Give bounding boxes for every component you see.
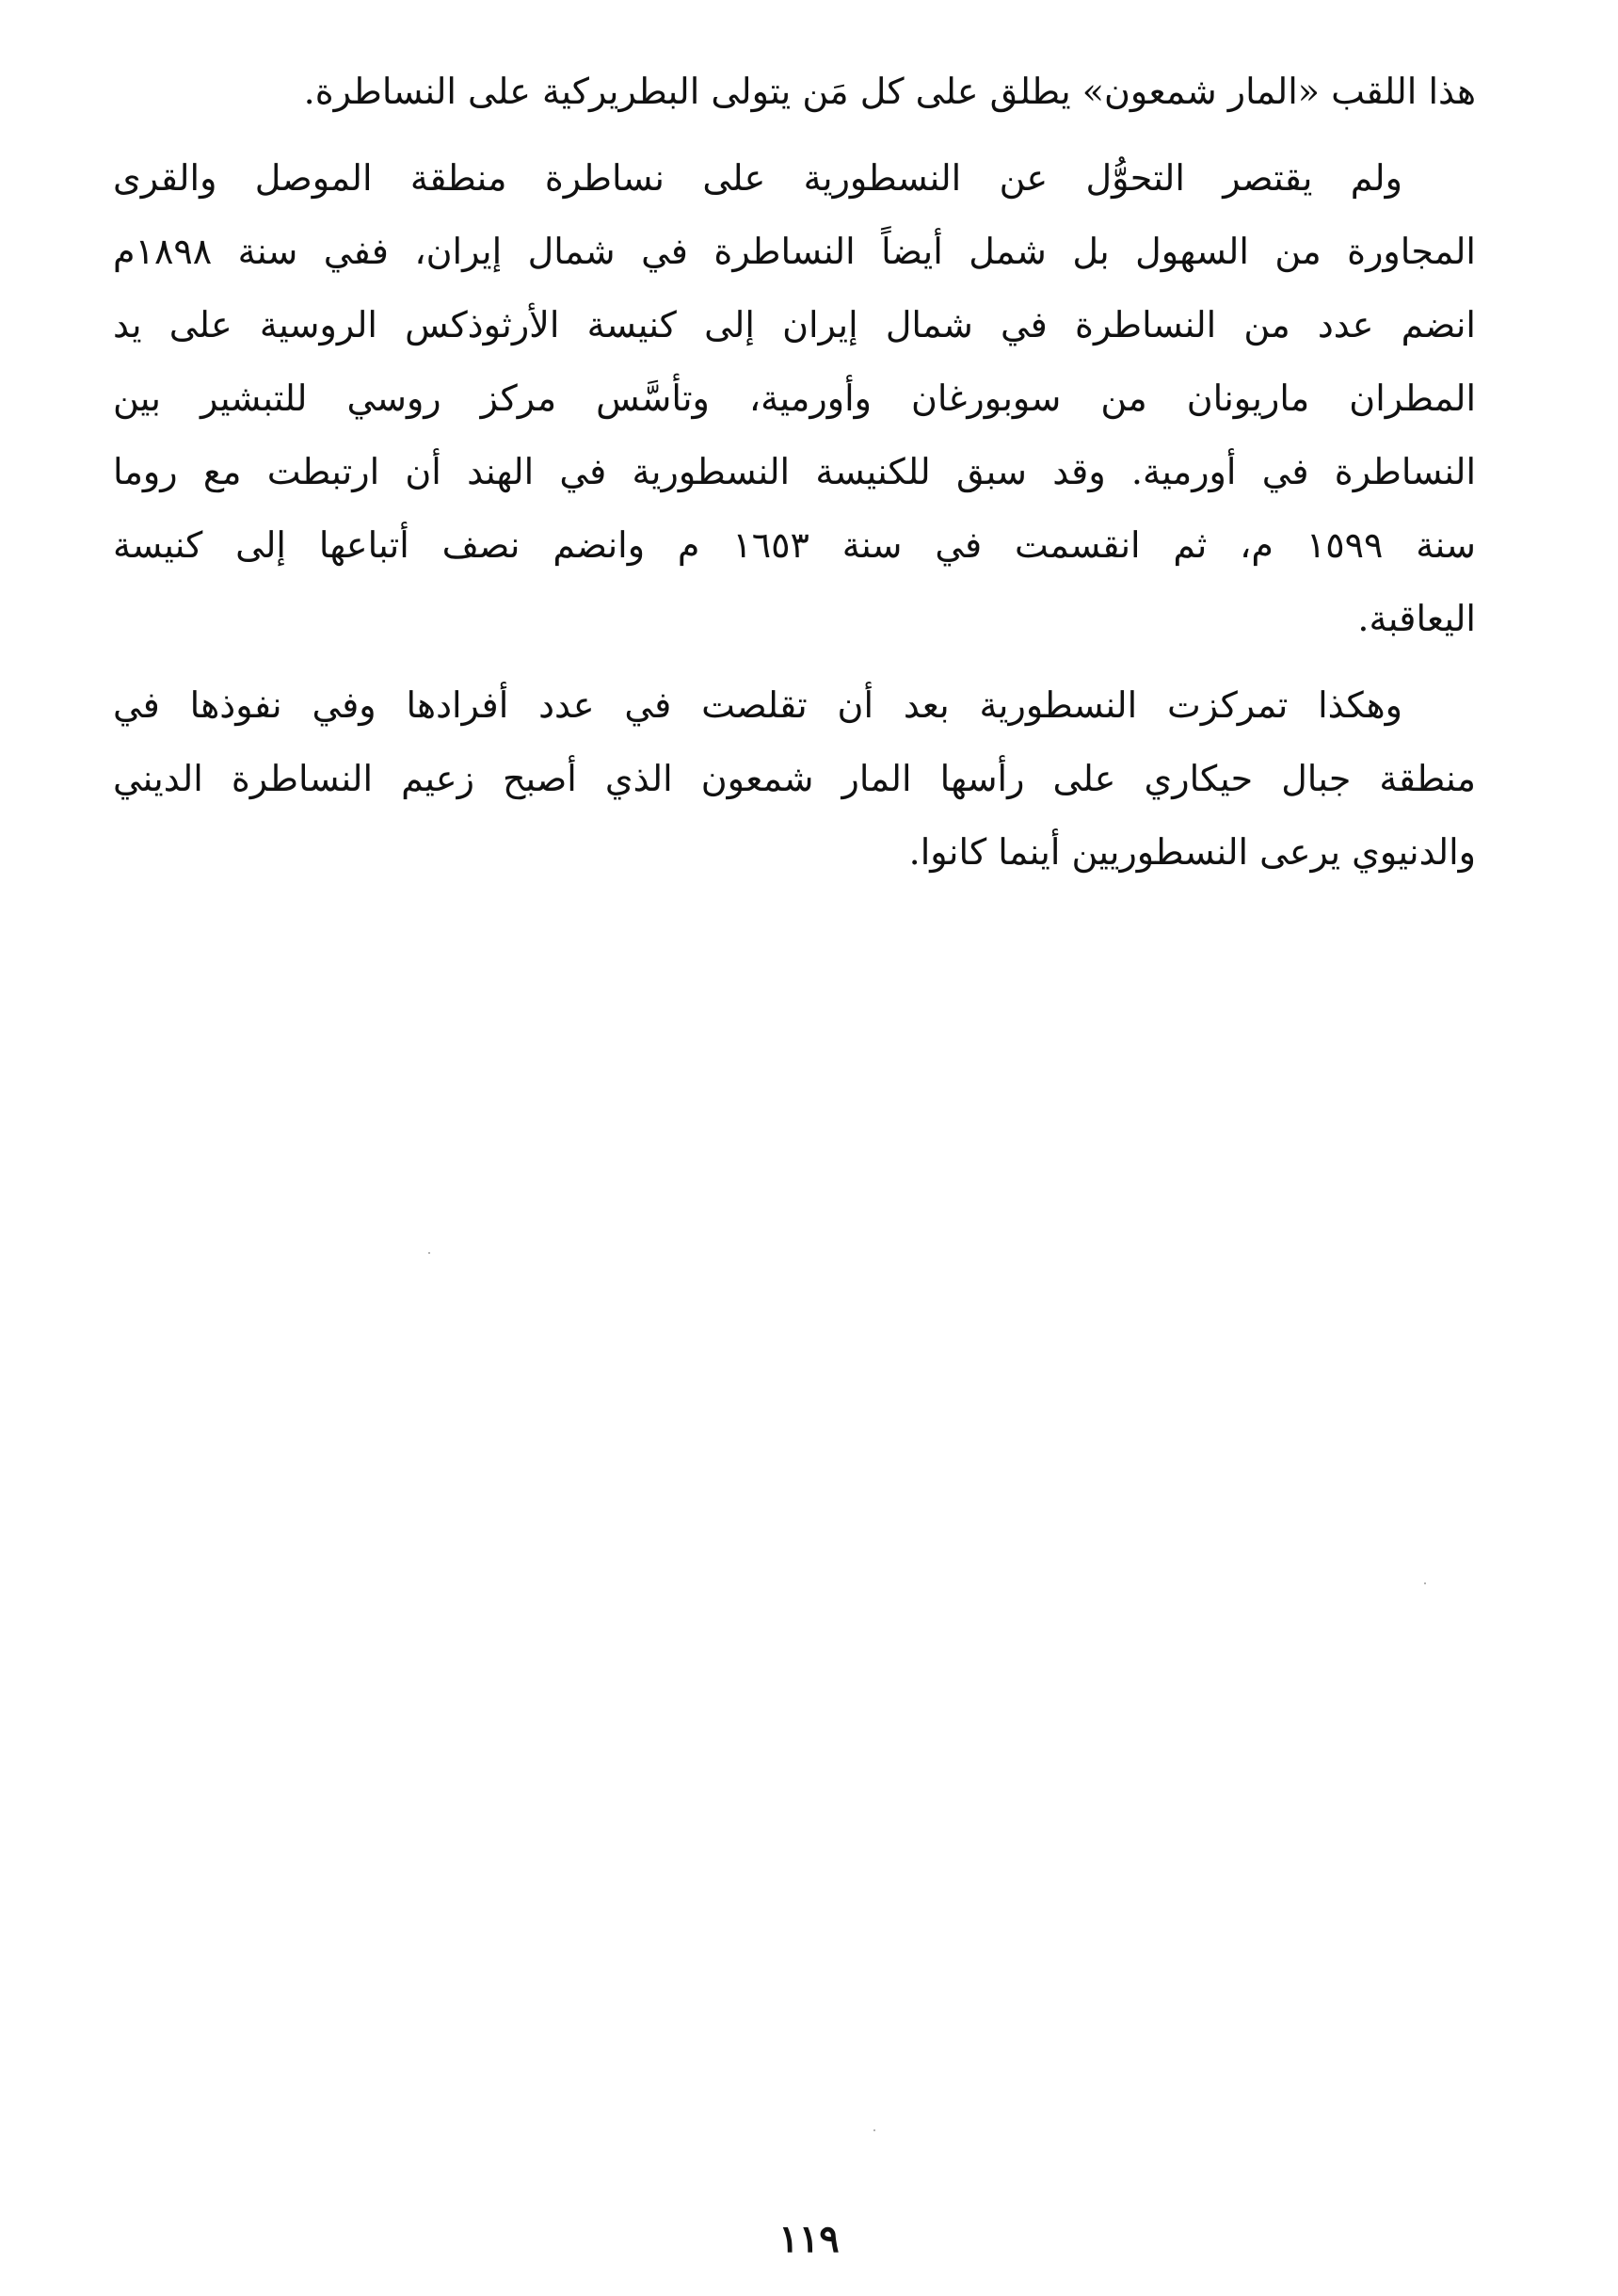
text-line: انضم عدد من النساطرة في شمال إيران إلى كنيسة الأرثوذكس الروسية على يد <box>113 304 1476 345</box>
text-line: هذا اللقب «المار شمعون» يطلق على كل مَن يتولى البطريركية على النساطرة. <box>303 71 1476 112</box>
text-line: المطران ماريونان من سوبورغان وأورمية، وتأسَّس مركز روسي للتبشير بين <box>113 377 1476 419</box>
paragraph-2 <box>113 141 1476 655</box>
scan-speck <box>428 1252 430 1254</box>
page-body <box>113 55 1476 889</box>
text-line: ولم يقتصر التحوُّل عن النسطورية على نساطرة منطقة الموصل والقرى <box>113 157 1402 199</box>
text-line: وهكذا تمركزت النسطورية بعد أن تقلصت في عدد أفرادها وفي نفوذها في <box>113 684 1402 726</box>
page-number: ١١٩ <box>778 2217 840 2261</box>
text-line: النساطرة في أورمية. وقد سبق للكنيسة النسطورية في الهند أن ارتبطت مع روما <box>113 451 1476 492</box>
text-line: والدنيوي يرعى النسطوريين أينما كانوا. <box>908 831 1476 873</box>
scan-speck <box>873 2129 875 2131</box>
paragraph-gap <box>113 128 1476 141</box>
text-line: اليعاقبة. <box>1357 598 1476 639</box>
paragraph-gap <box>113 655 1476 668</box>
scan-speck <box>1424 1582 1426 1584</box>
paragraph-1 <box>113 55 1476 128</box>
text-line: سنة ١٥٩٩ م، ثم انقسمت في سنة ١٦٥٣ م وانضم نصف أتباعها إلى كنيسة <box>113 524 1476 566</box>
paragraph-3 <box>113 668 1476 889</box>
text-line: منطقة جبال حيكاري على رأسها المار شمعون الذي أصبح زعيم النساطرة الديني <box>113 758 1476 799</box>
text-line: المجاورة من السهول بل شمل أيضاً النساطرة في شمال إيران، ففي سنة ١٨٩٨م <box>113 231 1476 272</box>
